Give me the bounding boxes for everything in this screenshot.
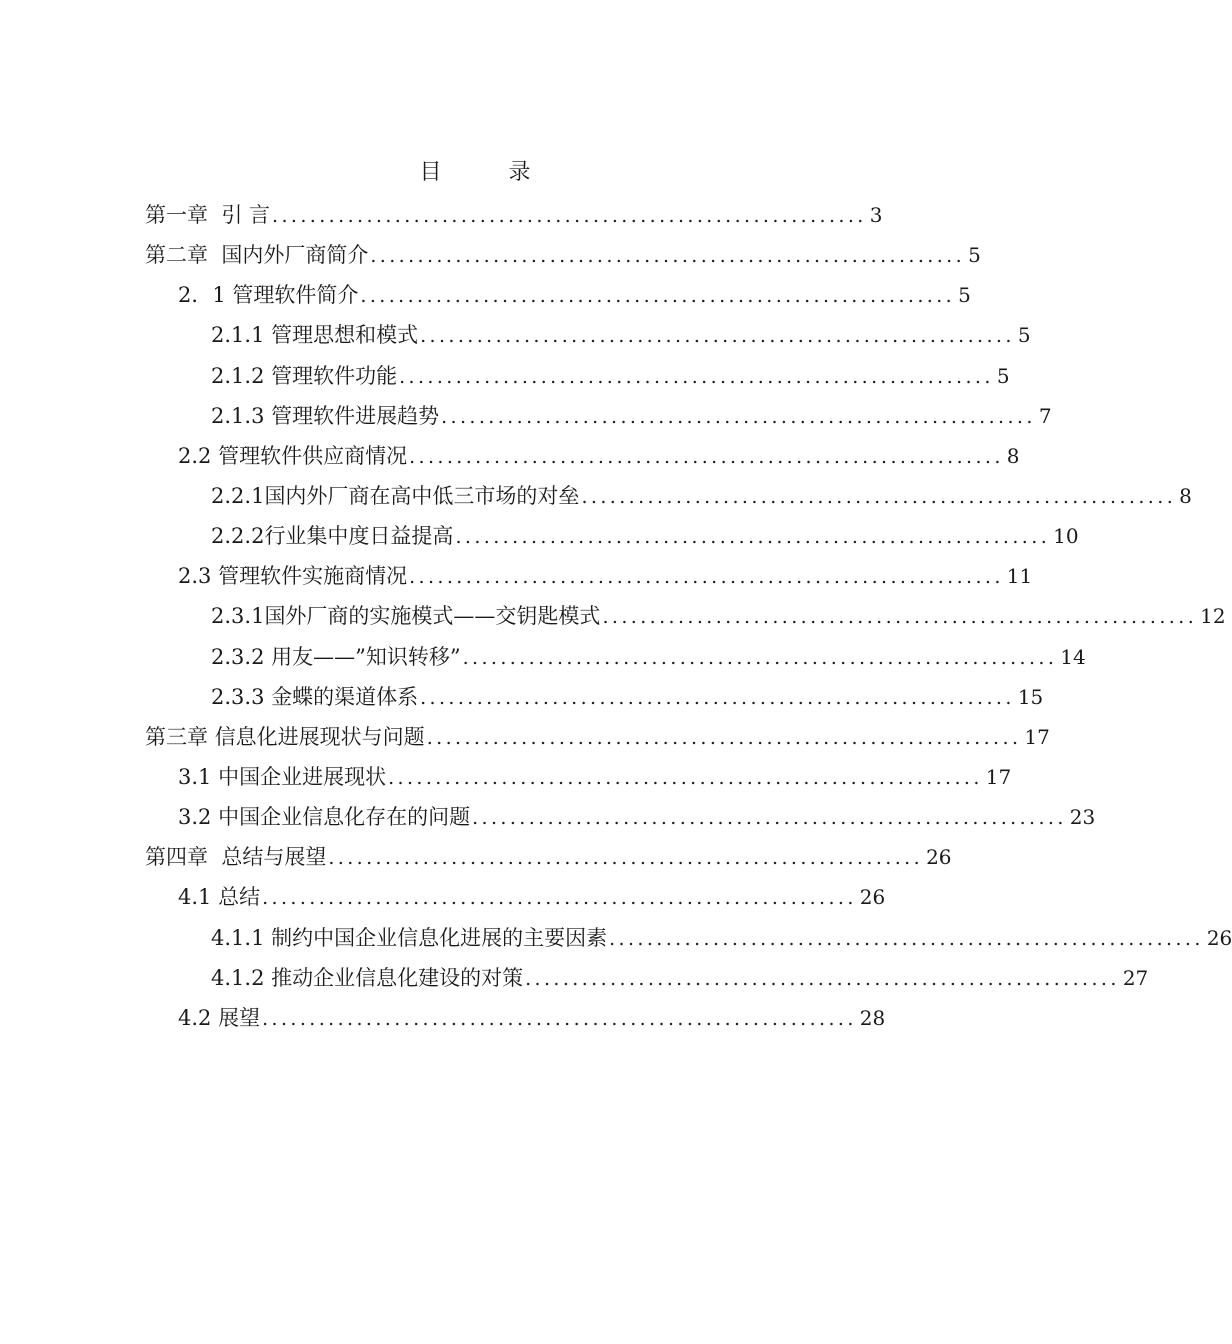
toc-entry-label: 信息化进展现状与问题 — [214, 724, 425, 749]
toc-entry-label: 中国企业进展现状 — [218, 765, 387, 790]
toc-entry-page-number: 26 — [1206, 925, 1232, 950]
dot-leader: ............................................................... — [525, 967, 1120, 990]
toc-entry-page-number: 5 — [996, 363, 1010, 388]
toc-entry-page-number: 23 — [1069, 805, 1096, 830]
dot-leader: ............................................................... — [420, 325, 1015, 348]
toc-entry-page-number: 17 — [1024, 724, 1050, 749]
toc-entry-page-number: 15 — [1017, 684, 1044, 709]
toc-entry-label: 管理软件实施商情况 — [218, 564, 408, 589]
toc-entry-page-number: 26 — [926, 845, 952, 870]
toc-entry[interactable] — [0, 315, 1031, 355]
toc-entry-label: 金蝶的渠道体系 — [271, 684, 419, 709]
toc-entry-page-number: 8 — [1006, 443, 1020, 468]
toc-entry[interactable] — [0, 717, 1050, 757]
toc-entry[interactable] — [0, 877, 886, 917]
dot-leader: ............................................................... — [328, 847, 924, 870]
toc-entry-number: 第二章 — [145, 243, 222, 268]
toc-entry-number: 2.2 — [178, 443, 219, 468]
toc-entry[interactable] — [0, 396, 1052, 436]
toc-entry-page-number: 5 — [958, 283, 971, 308]
dot-leader: ............................................................... — [581, 486, 1177, 509]
toc-entry-number: 第四章 — [145, 845, 222, 870]
dot-leader: ............................................................... — [360, 285, 956, 308]
toc-entry-page-number: 28 — [859, 1005, 886, 1030]
toc-entry-number: 2.1.2 — [211, 363, 272, 388]
toc-entry[interactable] — [0, 998, 886, 1038]
toc-entry[interactable] — [0, 476, 1192, 516]
toc-title: 目 录 — [419, 160, 561, 185]
toc-entry-number: 第一章 — [145, 203, 222, 228]
toc-entry-page-number: 11 — [1006, 564, 1033, 589]
toc-entry-page-number: 27 — [1122, 965, 1149, 990]
dot-leader: ............................................................... — [455, 526, 1051, 549]
toc-entry[interactable] — [0, 837, 952, 877]
dot-leader: ............................................................... — [399, 365, 994, 388]
toc-entry[interactable] — [0, 596, 1226, 636]
dot-leader: ............................................................... — [409, 445, 1004, 468]
dot-leader: ............................................................... — [262, 1007, 857, 1030]
toc-entry-label: 管理软件简介 — [232, 283, 359, 308]
toc-entry-number: 4.1.1 — [211, 925, 272, 950]
dot-leader: ............................................................... — [472, 807, 1067, 830]
dot-leader: ............................................................... — [609, 927, 1204, 950]
toc-entry-label: 管理软件功能 — [271, 363, 398, 388]
toc-entry[interactable] — [0, 275, 971, 315]
toc-entry-label: 国内外厂商简介 — [221, 243, 369, 268]
dot-leader: ............................................................... — [602, 606, 1198, 629]
toc-entry-label: 国内外厂商在高中低三市场的对垒 — [264, 484, 580, 509]
dot-leader: ............................................................... — [462, 646, 1058, 669]
toc-entry-label: 总结与展望 — [221, 845, 327, 870]
toc-entry[interactable] — [0, 516, 1079, 556]
toc-entry[interactable] — [0, 757, 1012, 797]
toc-entry-number: 2.2.1 — [211, 484, 265, 509]
toc-entry[interactable] — [0, 918, 1232, 958]
toc-entry-number: 2.2.2 — [211, 524, 265, 549]
toc-entry[interactable] — [0, 797, 1096, 837]
toc-entry-number: 第三章 — [145, 724, 215, 749]
toc-entry-number: 2.3.3 — [211, 684, 272, 709]
toc-entry-label: 推动企业信息化建设的对策 — [271, 965, 524, 990]
toc-entry-number: 3.2 — [178, 805, 219, 830]
toc-entry[interactable] — [0, 356, 1010, 396]
toc-entry-number: 2.1.1 — [211, 323, 272, 348]
toc-entry[interactable] — [0, 958, 1149, 998]
dot-leader: ............................................................... — [426, 726, 1022, 749]
toc-entry-number: 2.3 — [178, 564, 219, 589]
toc-entry-label: 国外厂商的实施模式——交钥匙模式 — [264, 604, 601, 629]
toc-entry-number: 4.1 — [178, 885, 219, 910]
dot-leader: ............................................................... — [370, 245, 966, 268]
toc-entry-page-number: 5 — [968, 243, 981, 268]
toc-entry-label: 展望 — [218, 1005, 261, 1030]
toc-entry[interactable] — [0, 195, 883, 235]
dot-leader: ............................................................... — [388, 767, 983, 790]
toc-entry-label: 制约中国企业信息化进展的主要因素 — [271, 925, 608, 950]
toc-entry[interactable] — [0, 677, 1044, 717]
dot-leader: ............................................................... — [441, 405, 1036, 428]
toc-entry[interactable] — [0, 556, 1033, 596]
toc-entry-number: 4.2 — [178, 1005, 219, 1030]
toc-entry-page-number: 8 — [1179, 484, 1192, 509]
toc-entry-page-number: 26 — [859, 885, 886, 910]
toc-entry-label: 管理软件供应商情况 — [218, 443, 408, 468]
toc-entry[interactable] — [0, 637, 1086, 677]
toc-entry-number: 3.1 — [178, 765, 219, 790]
toc-entry-number: 4.1.2 — [211, 965, 272, 990]
toc-entry-label: 行业集中度日益提高 — [264, 524, 454, 549]
table-of-contents — [0, 195, 1232, 1038]
toc-entry-label: 引 言 — [221, 203, 271, 228]
dot-leader: ............................................................... — [272, 205, 867, 228]
toc-entry-label: 管理思想和模式 — [271, 323, 419, 348]
toc-entry[interactable] — [0, 436, 1020, 476]
toc-entry-label: 管理软件进展趋势 — [271, 403, 440, 428]
dot-leader: ............................................................... — [420, 686, 1015, 709]
toc-entry-number: 2.1.3 — [211, 403, 272, 428]
toc-entry-number: 2.3.1 — [211, 604, 265, 629]
toc-entry-page-number: 12 — [1200, 604, 1226, 629]
dot-leader: ............................................................... — [262, 887, 857, 910]
toc-entry-number: 2．1 — [178, 283, 233, 308]
toc-entry[interactable] — [0, 235, 981, 275]
toc-entry-page-number: 17 — [985, 765, 1012, 790]
toc-entry-label: 中国企业信息化存在的问题 — [218, 805, 471, 830]
toc-entry-label: 用友——”知识转移” — [271, 644, 461, 669]
toc-entry-page-number: 10 — [1053, 524, 1079, 549]
toc-entry-label: 总结 — [218, 885, 261, 910]
toc-entry-page-number: 14 — [1060, 644, 1086, 669]
dot-leader: ............................................................... — [409, 566, 1004, 589]
toc-entry-page-number: 7 — [1038, 403, 1052, 428]
toc-entry-page-number: 3 — [869, 203, 883, 228]
toc-entry-number: 2.3.2 — [211, 644, 272, 669]
toc-entry-page-number: 5 — [1017, 323, 1031, 348]
